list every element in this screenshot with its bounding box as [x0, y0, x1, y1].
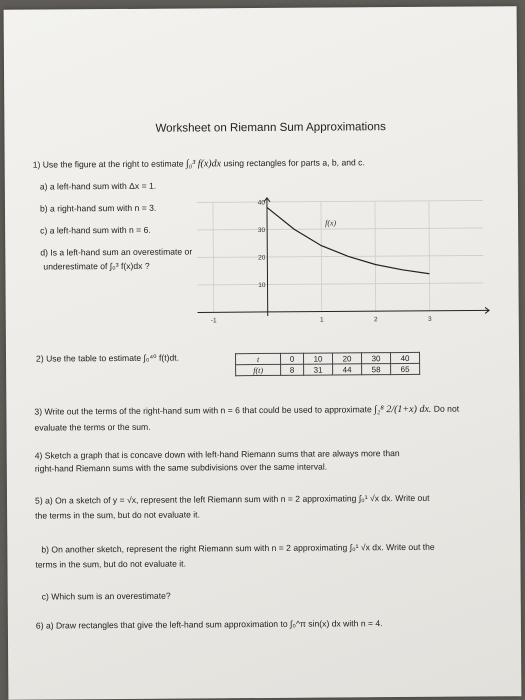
- table-cell: 40: [391, 352, 420, 363]
- q3-integral: ∫₂⁸ 2/(1+x) dx.: [374, 403, 432, 416]
- figure-grid: [197, 200, 484, 312]
- x-axis: [198, 310, 490, 312]
- q1-part-d-line1: d) Is a left-hand sum an overestimate or: [40, 246, 193, 258]
- q1-intro-text: 1) Use the figure at the right to estimate: [32, 158, 184, 170]
- table-row-label: t: [236, 353, 281, 364]
- grid-line-horizontal: [197, 255, 483, 257]
- q4-line1: 4) Sketch a graph that is concave down with left-hand Riemann sums that are always more than: [34, 448, 400, 461]
- q5-a-line2: the terms in the sum, but do not evaluate it.: [35, 509, 200, 521]
- curve-fx: [267, 206, 429, 275]
- table-cell: 20: [333, 353, 362, 364]
- q5-b-line2: terms in the sum, but do not evaluate it.: [35, 558, 186, 570]
- x-tick-label: 2: [373, 316, 378, 324]
- grid-line-horizontal: [197, 283, 483, 285]
- q5-a-line1: 5) a) On a sketch of y = √x, represent the left Riemann sum with n = 2 approximating ∫₀¹ √x dx. Write out: [34, 492, 430, 506]
- q3-note: Do not: [433, 403, 460, 414]
- q5-c: c) Which sum is an overestimate?: [41, 590, 171, 602]
- data-table: [235, 352, 420, 376]
- x-tick-label: 1: [319, 316, 324, 324]
- q1-intro-end: using rectangles for parts a, b, and c.: [223, 157, 365, 169]
- riemann-figure: [195, 174, 506, 326]
- curve-label: f(x): [325, 218, 337, 228]
- q3-text: 3) Write out the terms of the right-hand sum with n = 6 that could be used to approximate: [34, 404, 372, 417]
- y-axis: [267, 198, 268, 316]
- table-cell: 0: [281, 353, 304, 364]
- worksheet-page: [4, 6, 522, 700]
- q1-part-b: b) a right-hand sum with n = 3.: [39, 202, 157, 214]
- q1-integral: ∫₀³ f(x)dx: [185, 158, 222, 170]
- y-tick-label: 30: [257, 226, 266, 235]
- q1-intro: [33, 157, 365, 170]
- q2-prompt: 2) Use the table to estimate ∫₀⁴⁰ f(t)dt.: [35, 352, 180, 364]
- x-tick-label: 3: [427, 315, 432, 323]
- q1-part-a: a) a left-hand sum with Δx = 1.: [39, 180, 157, 192]
- table-cell: 65: [391, 363, 420, 374]
- grid-line-horizontal: [197, 228, 483, 230]
- q4-line2: right-hand Riemann sums with the same subdivisions over the same interval.: [34, 461, 328, 474]
- grid-line-horizontal: [197, 200, 483, 202]
- page-title: Worksheet on Riemann Sum Approximations: [155, 120, 386, 135]
- q5-b-line1: b) On another sketch, represent the right Riemann sum with n = 2 approximating ∫₀¹ √x dx. Write out the: [41, 541, 435, 555]
- table-row-ft: [236, 363, 420, 375]
- x-tick-label: -1: [210, 317, 217, 325]
- table-cell: 8: [281, 364, 304, 375]
- y-tick-label: 40: [257, 199, 265, 207]
- q3-line1: [34, 404, 459, 418]
- q3-line2: evaluate the terms or the sum.: [34, 421, 151, 433]
- q6-a: 6) a) Draw rectangles that give the left-hand sum approximation to ∫₀^π sin(x) dx with n = 4.: [35, 618, 383, 631]
- y-tick-label: 10: [258, 281, 266, 290]
- table-row-label: f(t): [236, 364, 281, 375]
- q1-part-d-line2: underestimate of ∫₀³ f(x)dx ?: [43, 260, 150, 272]
- q1-part-c: c) a left-hand sum with n = 6.: [40, 224, 151, 236]
- table-cell: 10: [304, 353, 333, 364]
- table-cell: 31: [304, 364, 333, 375]
- table-cell: 44: [333, 364, 362, 375]
- y-tick-label: 20: [258, 254, 266, 262]
- table-cell: 58: [362, 364, 391, 375]
- table-cell: 30: [362, 353, 391, 364]
